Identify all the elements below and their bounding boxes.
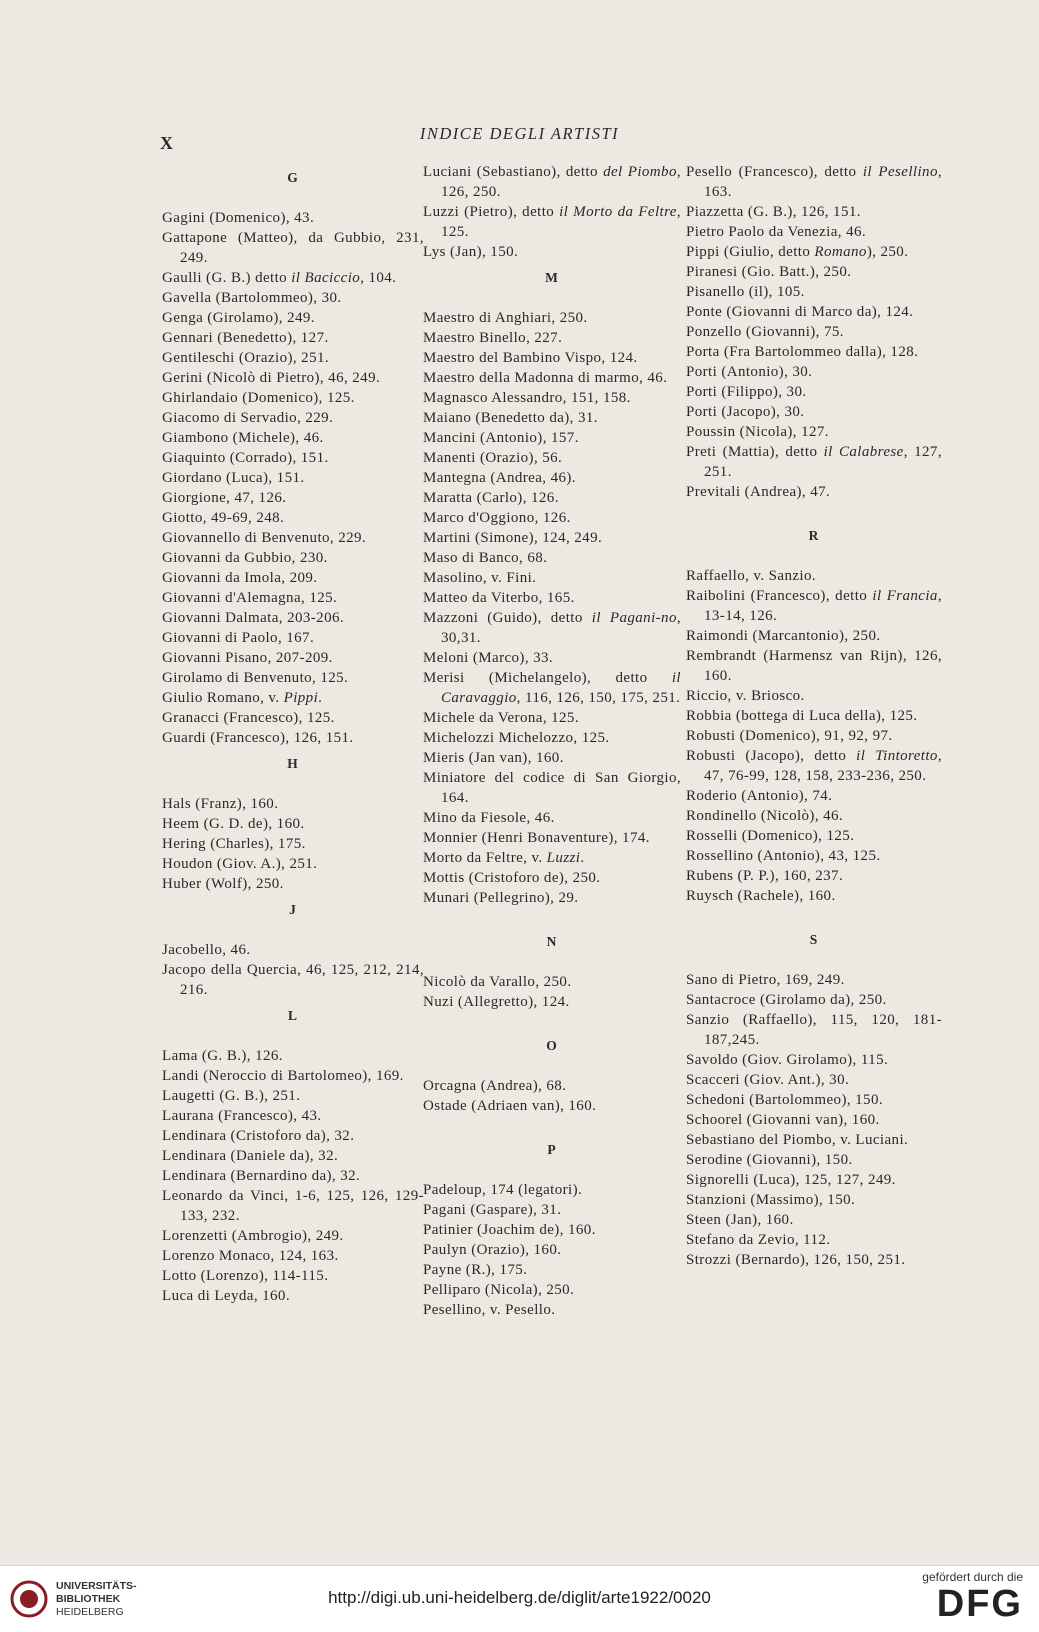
funder-block bbox=[922, 1570, 1023, 1624]
index-column-3 bbox=[686, 162, 942, 1270]
section-letter: G bbox=[287, 170, 299, 185]
index-entry: Mantegna (Andrea, 46). bbox=[423, 470, 576, 486]
index-entry: Pippi (Giulio, detto Romano), 250. bbox=[686, 244, 909, 260]
index-entry: Gennari (Benedetto), 127. bbox=[162, 330, 329, 346]
index-entry: Maiano (Benedetto da), 31. bbox=[423, 410, 598, 426]
index-entry: Porti (Antonio), 30. bbox=[686, 364, 813, 380]
funder-note: gefördert durch die bbox=[922, 1570, 1023, 1584]
section-letter: L bbox=[287, 1008, 298, 1023]
index-entry: Pagani (Gaspare), 31. bbox=[423, 1202, 562, 1218]
index-entry: Maestro Binello, 227. bbox=[423, 330, 563, 346]
index-entry: Raffaello, v. Sanzio. bbox=[686, 568, 817, 584]
index-entry: Lendinara (Cristoforo da), 32. bbox=[162, 1128, 355, 1144]
index-entry: Stanzioni (Massimo), 150. bbox=[686, 1192, 856, 1208]
index-entry: Giambono (Michele), 46. bbox=[162, 430, 324, 446]
index-entry: Gattapone (Matteo), da Gubbio, 231, 249. bbox=[162, 230, 424, 266]
index-entry: Mottis (Cristoforo de), 250. bbox=[423, 870, 601, 886]
index-entry: Ponzello (Giovanni), 75. bbox=[686, 324, 844, 340]
index-entry: Piazzetta (G. B.), 126, 151. bbox=[686, 204, 861, 220]
section-letter: N bbox=[546, 934, 558, 949]
library-name: UNIVERSITÄTS- BIBLIOTHEK HEIDELBERG bbox=[56, 1580, 137, 1618]
index-entry: Genga (Girolamo), 249. bbox=[162, 310, 315, 326]
index-entry: Ghirlandaio (Domenico), 125. bbox=[162, 390, 355, 406]
index-entry: Sanzio (Raffaello), 115, 120, 181-187,245. bbox=[686, 1012, 942, 1048]
index-entry: Laurana (Francesco), 43. bbox=[162, 1108, 322, 1124]
index-entry: Mino da Fiesole, 46. bbox=[423, 810, 555, 826]
index-entry: Jacopo della Quercia, 46, 125, 212, 214, 216. bbox=[162, 962, 424, 998]
index-entry: Lorenzo Monaco, 124, 163. bbox=[162, 1248, 339, 1264]
index-entry: Luciani (Sebastiano), detto del Piombo, 126, 250. bbox=[423, 164, 681, 200]
index-entry: Strozzi (Bernardo), 126, 150, 251. bbox=[686, 1252, 906, 1268]
index-entry: Giovanni di Paolo, 167. bbox=[162, 630, 315, 646]
index-entry: Maso di Banco, 68. bbox=[423, 550, 548, 566]
index-entry: Giovanni da Imola, 209. bbox=[162, 570, 318, 586]
index-entry: Granacci (Francesco), 125. bbox=[162, 710, 335, 726]
index-entry: Giaquinto (Corrado), 151. bbox=[162, 450, 329, 466]
running-title: INDICE DEGLI ARTISTI bbox=[419, 124, 620, 143]
index-entry: Porti (Filippo), 30. bbox=[686, 384, 807, 400]
index-entry: Maestro del Bambino Vispo, 124. bbox=[423, 350, 638, 366]
index-entry: Giulio Romano, v. Pippi. bbox=[162, 690, 323, 706]
index-column-1 bbox=[162, 162, 424, 1306]
index-entry: Giordano (Luca), 151. bbox=[162, 470, 305, 486]
index-entry: Signorelli (Luca), 125, 127, 249. bbox=[686, 1172, 896, 1188]
index-entry: Payne (R.), 175. bbox=[423, 1262, 528, 1278]
index-entry: Savoldo (Giov. Girolamo), 115. bbox=[686, 1052, 889, 1068]
index-entry: Raimondi (Marcantonio), 250. bbox=[686, 628, 881, 644]
source-url[interactable]: http://digi.ub.uni-heidelberg.de/diglit/arte1922/0020 bbox=[328, 1588, 711, 1607]
section-letter: P bbox=[547, 1142, 557, 1157]
index-entry: Sebastiano del Piombo, v. Luciani. bbox=[686, 1132, 909, 1148]
index-entry: Landi (Neroccio di Bartolomeo), 169. bbox=[162, 1068, 404, 1084]
index-entry: Gentileschi (Orazio), 251. bbox=[162, 350, 330, 366]
section-letter: M bbox=[545, 270, 559, 285]
index-entry: Pietro Paolo da Venezia, 46. bbox=[686, 224, 867, 240]
index-entry: Schoorel (Giovanni van), 160. bbox=[686, 1112, 880, 1128]
index-entry: Ostade (Adriaen van), 160. bbox=[423, 1098, 597, 1114]
index-entry: Michelozzi Michelozzo, 125. bbox=[423, 730, 610, 746]
index-entry: Giacomo di Servadio, 229. bbox=[162, 410, 334, 426]
index-entry: Gerini (Nicolò di Pietro), 46, 249. bbox=[162, 370, 381, 386]
index-entry: Giovanni Pisano, 207-209. bbox=[162, 650, 333, 666]
index-entry: Giovannello di Benvenuto, 229. bbox=[162, 530, 367, 546]
index-entry: Mieris (Jan van), 160. bbox=[423, 750, 564, 766]
index-entry: Martini (Simone), 124, 249. bbox=[423, 530, 603, 546]
index-entry: Heem (G. D. de), 160. bbox=[162, 816, 305, 832]
index-entry: Porta (Fra Bartolommeo dalla), 128. bbox=[686, 344, 919, 360]
index-entry: Orcagna (Andrea), 68. bbox=[423, 1078, 567, 1094]
index-entry: Pisanello (il), 105. bbox=[686, 284, 805, 300]
index-entry: Scacceri (Giov. Ant.), 30. bbox=[686, 1072, 850, 1088]
index-entry: Lorenzetti (Ambrogio), 249. bbox=[162, 1228, 344, 1244]
index-entry: Giovanni da Gubbio, 230. bbox=[162, 550, 328, 566]
index-entry: Magnasco Alessandro, 151, 158. bbox=[423, 390, 631, 406]
index-entry: Porti (Jacopo), 30. bbox=[686, 404, 805, 420]
index-entry: Marco d'Oggiono, 126. bbox=[423, 510, 571, 526]
index-entry: Lendinara (Daniele da), 32. bbox=[162, 1148, 339, 1164]
index-entry: Lama (G. B.), 126. bbox=[162, 1048, 283, 1064]
index-entry: Houdon (Giov. A.), 251. bbox=[162, 856, 318, 872]
index-entry: Maratta (Carlo), 126. bbox=[423, 490, 559, 506]
page-number: X bbox=[160, 133, 174, 153]
index-entry: Poussin (Nicola), 127. bbox=[686, 424, 829, 440]
index-entry: Previtali (Andrea), 47. bbox=[686, 484, 831, 500]
index-entry: Raibolini (Francesco), detto il Francia, 13-14, 126. bbox=[686, 588, 942, 624]
index-entry: Hals (Franz), 160. bbox=[162, 796, 279, 812]
index-entry: Laugetti (G. B.), 251. bbox=[162, 1088, 301, 1104]
index-entry: Ruysch (Rachele), 160. bbox=[686, 888, 836, 904]
index-entry: Monnier (Henri Bonaventure), 174. bbox=[423, 830, 650, 846]
index-entry: Sano di Pietro, 169, 249. bbox=[686, 972, 845, 988]
index-entry: Giovanni Dalmata, 203-206. bbox=[162, 610, 345, 626]
index-entry: Lendinara (Bernardino da), 32. bbox=[162, 1168, 361, 1184]
index-entry: Rondinello (Nicolò), 46. bbox=[686, 808, 844, 824]
index-entry: Steen (Jan), 160. bbox=[686, 1212, 794, 1228]
section-letter: R bbox=[808, 528, 820, 543]
index-entry: Rosselli (Domenico), 125. bbox=[686, 828, 855, 844]
index-entry: Pesello (Francesco), detto il Pesellino, 163. bbox=[686, 164, 943, 200]
index-entry: Ponte (Giovanni di Marco da), 124. bbox=[686, 304, 914, 320]
index-entry: Giorgione, 47, 126. bbox=[162, 490, 287, 506]
index-entry: Huber (Wolf), 250. bbox=[162, 876, 284, 892]
index-entry: Paulyn (Orazio), 160. bbox=[423, 1242, 562, 1258]
index-entry: Gaulli (G. B.) detto il Baciccio, 104. bbox=[162, 270, 397, 286]
index-entry: Robusti (Jacopo), detto il Tintoretto, 47, 76-99, 128, 158, 233-236, 250. bbox=[686, 748, 942, 784]
index-entry: Nicolò da Varallo, 250. bbox=[423, 974, 572, 990]
index-entry: Rubens (P. P.), 160, 237. bbox=[686, 868, 844, 884]
index-entry: Nuzi (Allegretto), 124. bbox=[423, 994, 570, 1010]
index-entry: Rossellino (Antonio), 43, 125. bbox=[686, 848, 881, 864]
index-entry: Pesellino, v. Pesello. bbox=[423, 1302, 556, 1318]
footer-bar bbox=[0, 1565, 1039, 1632]
section-letter: J bbox=[289, 902, 297, 917]
index-entry: Maestro di Anghiari, 250. bbox=[423, 310, 588, 326]
index-entry: Masolino, v. Fini. bbox=[423, 570, 537, 586]
index-entry: Leonardo da Vinci, 1-6, 125, 126, 129-133, 232. bbox=[162, 1188, 424, 1224]
index-entry: Matteo da Viterbo, 165. bbox=[423, 590, 575, 606]
index-entry: Lotto (Lorenzo), 114-115. bbox=[162, 1268, 329, 1284]
index-entry: Morto da Feltre, v. Luzzi. bbox=[423, 850, 585, 866]
index-entry: Luzzi (Pietro), detto il Morto da Feltre, 125. bbox=[423, 204, 681, 240]
index-entry: Patinier (Joachim de), 160. bbox=[423, 1222, 596, 1238]
index-entry: Robusti (Domenico), 91, 92, 97. bbox=[686, 728, 893, 744]
index-entry: Gavella (Bartolommeo), 30. bbox=[162, 290, 342, 306]
index-entry: Hering (Charles), 175. bbox=[162, 836, 306, 852]
index-entry: Riccio, v. Briosco. bbox=[686, 688, 805, 704]
index-entry: Guardi (Francesco), 126, 151. bbox=[162, 730, 354, 746]
index-entry: Lys (Jan), 150. bbox=[423, 244, 519, 260]
index-entry: Padeloup, 174 (legatori). bbox=[423, 1182, 583, 1198]
index-entry: Gagini (Domenico), 43. bbox=[162, 210, 315, 226]
index-entry: Pelliparo (Nicola), 250. bbox=[423, 1282, 575, 1298]
index-entry: Piranesi (Gio. Batt.), 250. bbox=[686, 264, 852, 280]
index-column-2 bbox=[423, 162, 681, 1320]
index-entry: Merisi (Michelangelo), detto il Caravaggio, 116, 126, 150, 175, 251. bbox=[423, 670, 681, 706]
index-entry: Miniatore del codice di San Giorgio, 164. bbox=[423, 770, 681, 806]
index-entry: Schedoni (Bartolommeo), 150. bbox=[686, 1092, 884, 1108]
index-entry: Luca di Leyda, 160. bbox=[162, 1288, 290, 1304]
index-entry: Meloni (Marco), 33. bbox=[423, 650, 554, 666]
index-entry: Roderio (Antonio), 74. bbox=[686, 788, 833, 804]
index-entry: Giovanni d'Alemagna, 125. bbox=[162, 590, 338, 606]
index-entry: Maestro della Madonna di marmo, 46. bbox=[423, 370, 668, 386]
section-letter: O bbox=[546, 1038, 558, 1053]
index-entry: Stefano da Zevio, 112. bbox=[686, 1232, 831, 1248]
dfg-logo: DFG bbox=[936, 1583, 1023, 1625]
index-entry: Robbia (bottega di Luca della), 125. bbox=[686, 708, 918, 724]
section-letter: H bbox=[287, 756, 299, 771]
index-entry: Mazzoni (Guido), detto il Pagani-no, 30,31. bbox=[423, 610, 681, 646]
index-entry: Santacroce (Girolamo da), 250. bbox=[686, 992, 887, 1008]
index-entry: Girolamo di Benvenuto, 125. bbox=[162, 670, 349, 686]
index-entry: Munari (Pellegrino), 29. bbox=[423, 890, 579, 906]
index-entry: Mancini (Antonio), 157. bbox=[423, 430, 579, 446]
index-entry: Serodine (Giovanni), 150. bbox=[686, 1152, 853, 1168]
index-entry: Giotto, 49-69, 248. bbox=[162, 510, 285, 526]
section-letter: S bbox=[809, 932, 819, 947]
index-entry: Rembrandt (Harmensz van Rijn), 126, 160. bbox=[686, 648, 942, 684]
index-entry: Manenti (Orazio), 56. bbox=[423, 450, 563, 466]
index-entry: Michele da Verona, 125. bbox=[423, 710, 579, 726]
index-entry: Jacobello, 46. bbox=[162, 942, 251, 958]
index-entry: Preti (Mattia), detto il Calabrese, 127, 251. bbox=[686, 444, 942, 480]
